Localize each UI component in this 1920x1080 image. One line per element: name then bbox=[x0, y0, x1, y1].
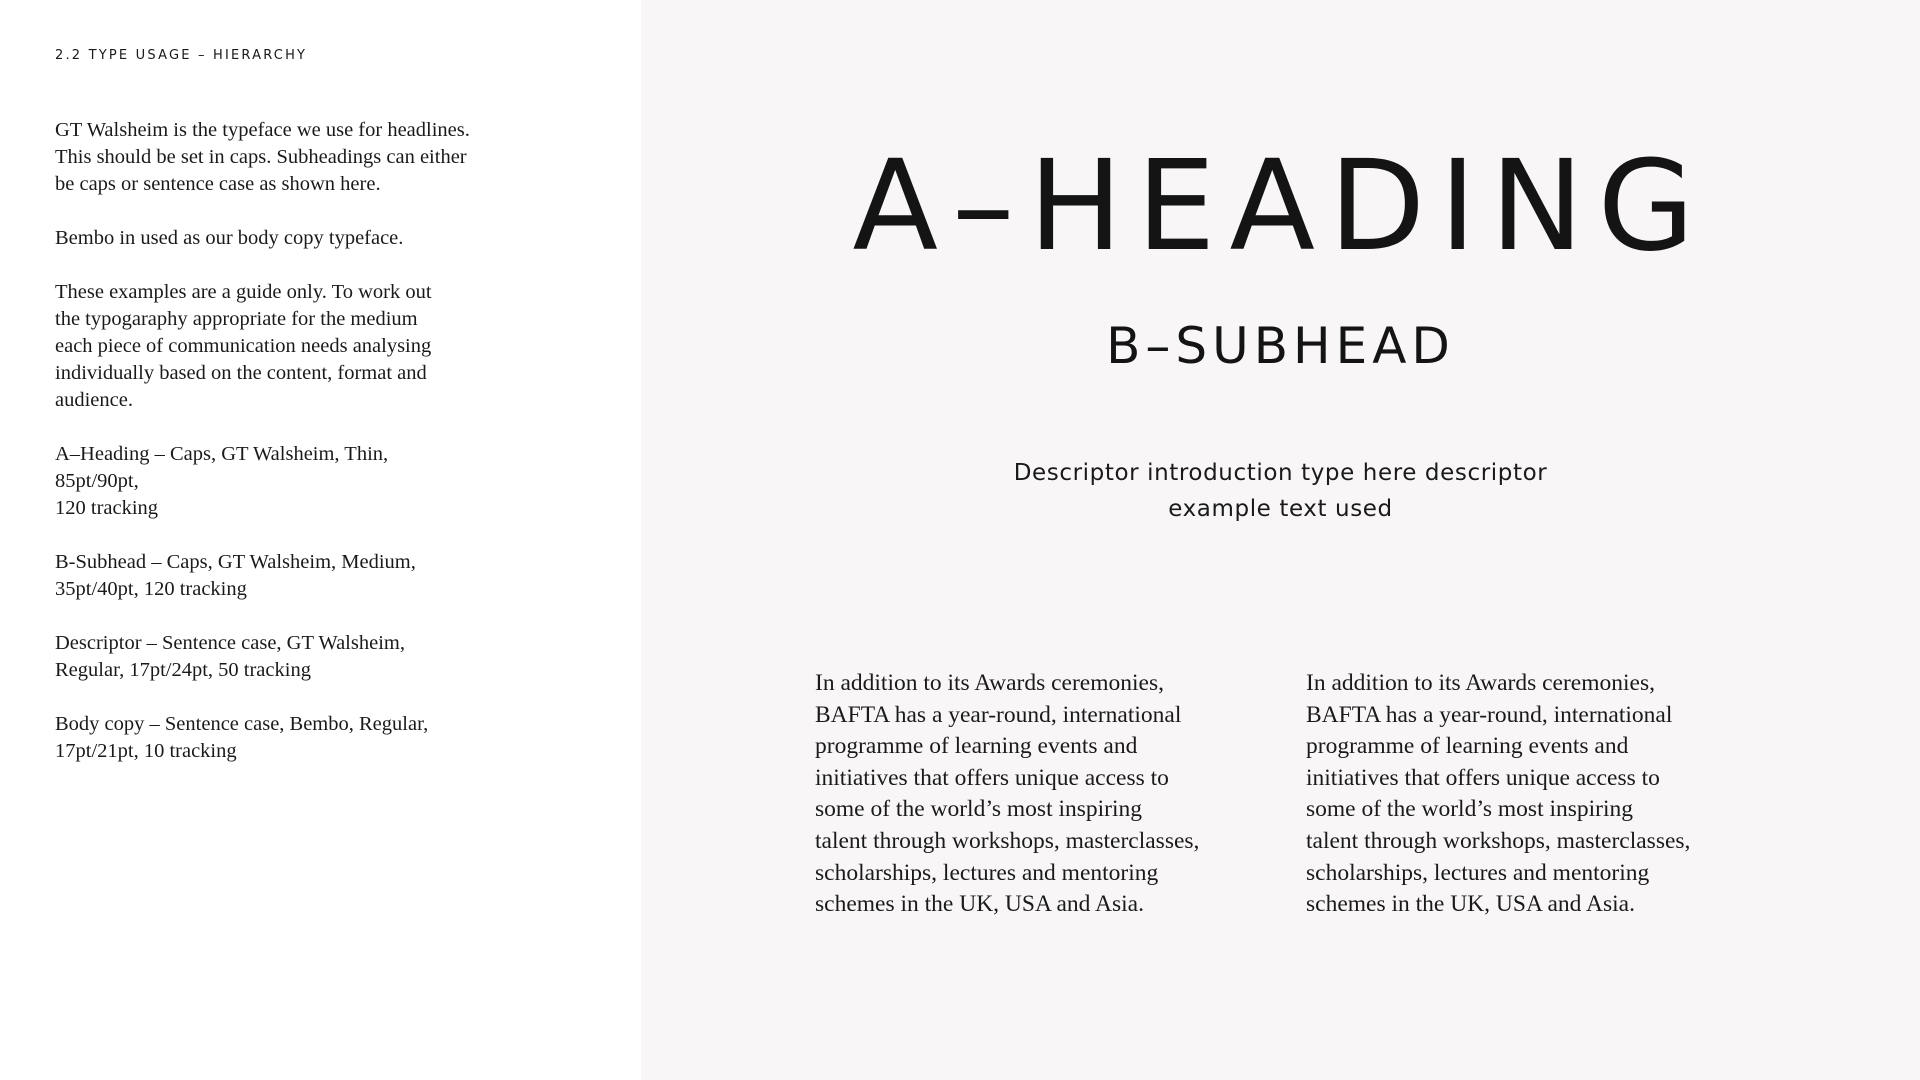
type-example-panel bbox=[641, 0, 1920, 1080]
note-headline-typeface: GT Walsheim is the typeface we use for headlines. This should be set in caps. Subheadings can either be caps or sentence case as shown here. bbox=[55, 119, 470, 195]
a-heading-example: A–HEADING bbox=[852, 134, 1709, 279]
section-label: 2.2 TYPE USAGE – HIERARCHY bbox=[55, 48, 308, 63]
usage-notes bbox=[55, 117, 525, 792]
note-body-copy-spec: Body copy – Sentence case, Bembo, Regular, 17pt/21pt, 10 tracking bbox=[55, 713, 429, 762]
body-copy-column-left: In addition to its Awards ceremonies, BAFTA has a year-round, international programme of learning events and initiatives that offers unique access to some of the world’s most inspiring talent through workshops, masterclasses, scholarships, lectures and mentoring schemes in the UK, USA and Asia. bbox=[815, 670, 1200, 918]
note-b-subhead-spec: B-Subhead – Caps, GT Walsheim, Medium, 35pt/40pt, 120 tracking bbox=[55, 551, 416, 600]
descriptor-example: Descriptor introduction type here descriptor example text used bbox=[1013, 460, 1548, 522]
note-body-typeface: Bembo in used as our body copy typeface. bbox=[55, 227, 404, 249]
note-a-heading-spec: A–Heading – Caps, GT Walsheim, Thin, 85pt/90pt, 120 tracking bbox=[55, 443, 389, 519]
b-subhead-example: B–SUBHEAD bbox=[1106, 317, 1455, 375]
body-copy-column-right: In addition to its Awards ceremonies, BAFTA has a year-round, international programme of learning events and initiatives that offers unique access to some of the world’s most inspiring talent through workshops, masterclasses, scholarships, lectures and mentoring schemes in the UK, USA and Asia. bbox=[1306, 670, 1691, 918]
note-guide-only: These examples are a guide only. To work out the typogaraphy appropriate for the medium each piece of communication needs analysing individually based on the content, format and audience. bbox=[55, 281, 432, 411]
guidelines-panel bbox=[0, 0, 641, 1080]
note-descriptor-spec: Descriptor – Sentence case, GT Walsheim, Regular, 17pt/24pt, 50 tracking bbox=[55, 632, 405, 681]
